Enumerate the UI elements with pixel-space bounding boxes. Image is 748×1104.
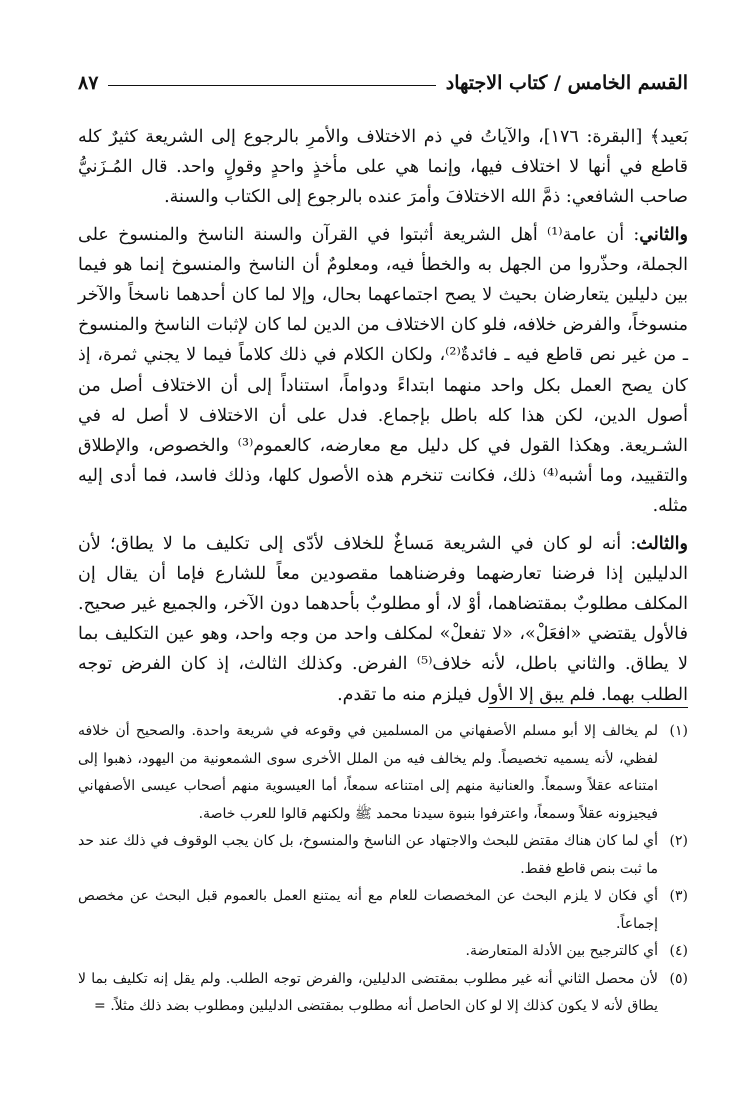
footnote-3-number: (٣) xyxy=(669,888,688,904)
footnote-5-number: (٥) xyxy=(669,970,688,987)
footnote-1-number: (١) xyxy=(669,723,688,739)
paragraph-2-lead: والثاني xyxy=(639,224,688,245)
paragraph-3-lead: والثالث xyxy=(636,533,688,554)
footnote-4-number: (٤) xyxy=(669,943,688,959)
footnote-3-text: أي فكان لا يلزم البحث عن المخصصات للعام مع أنه يمتنع العمل بالعموم قبل البحث عن مخصص إجماعاً. xyxy=(78,888,658,932)
paragraph-3 xyxy=(78,529,688,710)
paragraph-2 xyxy=(78,220,688,522)
footnotes xyxy=(78,718,688,1021)
footnote-2 xyxy=(78,828,688,883)
running-header xyxy=(78,66,688,100)
footnote-1-text: لم يخالف إلا أبو مسلم الأصفهاني من المسلمين في وقوعه في شريعة واحدة. والصحيح أن خلافه لفظي، لأنه يسميه تخصيصاً. ولم يخالف فيه من الملل الأخرى سوى الشمعونية من اليهود، ذهبوا إلى امتناعه عقلاً وسمعاً. والعنانية منهم إلى امتناعه سمعاً، أما العيسوية منهم أصحاب عيسى الأصفهاني فيجيزونه عقلاً وسمعاً، واعترفوا بنبوة سيدنا محمد ﷺ ولكنهم قالوا للعرب خاصة. xyxy=(78,723,658,822)
section-title: القسم الخامس / كتاب الاجتهاد xyxy=(445,72,688,94)
paragraph-3-text: : أنه لو كان في الشريعة مَساغٌ للخلاف لأدّى إلى تكليف ما لا يطاق؛ لأن الدليلين إذا فرضنا تعارضهما وفرضناهما مقصودين معاً للشارع فإما أن يقال إن المكلف مطلوبٌ بمقتضاهما، أوْ لا، أو مطلوبٌ بأحدهما دون الآخر، والجميع غير صحيح. فالأول يقتضي «افعَلْ»، «لا تفعلْ» لمكلف واحد من وجه واحد، وهو عين التكليف بما لا يطاق. والثاني باطل، لأنه خلاف⁽⁵⁾ الفرض. وكذلك الثالث، إذ كان الفرض توجه الطلب بهما. فلم يبق إلا الأول فيلزم منه ما تقدم. xyxy=(78,533,688,705)
paragraph-1-text: بَعيد﴾ [البقرة: ١٧٦]، والآياتُ في ذم الاختلاف والأمرِ بالرجوع إلى الشريعة كثيرٌ كله قاطع في أنها لا اختلاف فيها، وإنما هي على مأخذٍ واحدٍ وقولٍ واحد. قال المُـزَنيُّ صاحب الشافعي: ذمَّ الله الاختلافَ وأمرَ عنده بالرجوع إلى الكتاب والسنة. xyxy=(78,127,688,208)
footnote-2-text: أي لما كان هناك مقتض للبحث والاجتهاد عن الناسخ والمنسوخ، بل كان يجب الوقوف في ذلك عند حد ما ثبت بنص قاطع فقط. xyxy=(78,833,658,877)
footnote-4 xyxy=(78,938,688,966)
footnote-2-number: (٢) xyxy=(669,833,688,849)
main-text xyxy=(78,122,688,717)
header-rule xyxy=(108,85,435,86)
footnote-4-text: أي كالترجيح بين الأدلة المتعارضة. xyxy=(465,943,658,959)
footnote-separator xyxy=(488,707,688,708)
paragraph-2-text: : أن عامة⁽¹⁾ أهل الشريعة أثبتوا في القرآن والسنة الناسخ والمنسوخ على الجملة، وحذّروا من الجهل به والخطأ فيه، ومعلومٌ أن الناسخ والمنسوخ إنما هو فيما بين دليلين يتعارضان بحيث لا يصح اجتماعهما بحال، وإلا لما كان أحدهما ناسخاً والآخر منسوخاً، والفرض خلافه، فلو كان الاختلاف من الدين لما كان لإثبات الناسخ والمنسوخ ـ من غير نص قاطع فيه ـ فائدةٌ⁽²⁾، ولكان الكلام في ذلك كلاماً فيما لا يجني ثمرة، إذ كان يصح العمل بكل واحد منهما ابتداءً ودواماً، استناداً إلى أن الاختلاف أصل من أصول الدين، لكن هذا كله باطل بإجماع. فدل على أن الاختلاف لا أصل له في الشـريعة. وهكذا القول في كل دليل مع معارضه، كالعموم⁽³⁾ والخصوص، والإطلاق والتقييد، وما أشبه⁽⁴⁾ ذلك، فكانت تنخرم هذه الأصول كلها، وذلك فاسد، فما أدى إليه مثله. xyxy=(78,224,688,517)
page-number: ٨٧ xyxy=(78,72,99,94)
footnote-3 xyxy=(78,883,688,938)
footnote-5 xyxy=(78,966,688,1021)
paragraph-1 xyxy=(78,122,688,213)
footnote-5-text: لأن محصل الثاني أنه غير مطلوب بمقتضى الدليلين، والفرض توجه الطلب. ولم يقل إنه تكليف بما لا يطاق لأنه لا يكون كذلك إلا لو كان الحاصل أنه مطلوب بمقتضى الدليلين ومطلوب بضد ذلك مثلاً. = xyxy=(78,970,658,1014)
footnote-1 xyxy=(78,718,688,828)
